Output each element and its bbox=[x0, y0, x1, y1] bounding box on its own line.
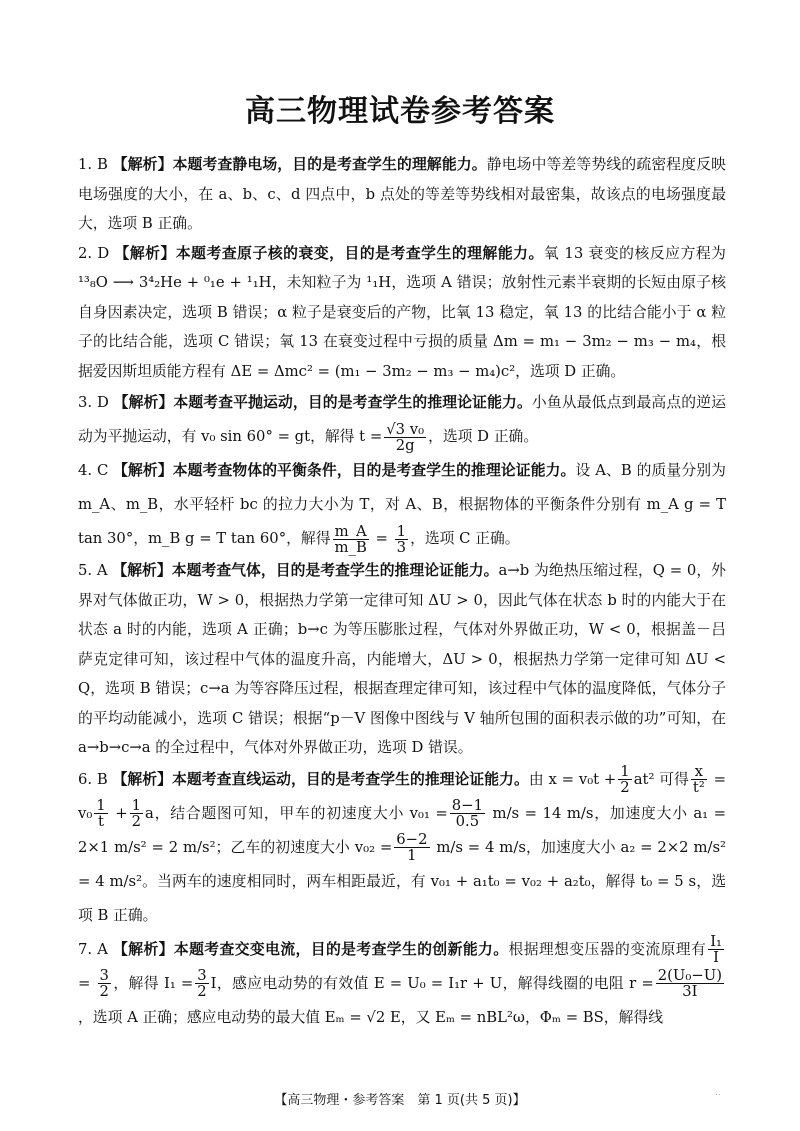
fraction-denominator: 0.5 bbox=[455, 813, 480, 830]
item-number: 1. B bbox=[78, 156, 108, 173]
fraction bbox=[130, 798, 143, 829]
fraction-denominator: 2 bbox=[197, 983, 207, 1000]
answer-item-2 bbox=[78, 239, 726, 387]
fraction-numerator: m_A bbox=[333, 524, 369, 540]
page-footer: 【高三物理・参考答案 第 1 页(共 5 页)】 bbox=[274, 1093, 526, 1108]
equals-sign: = bbox=[370, 530, 393, 547]
fraction-denominator: 3I bbox=[682, 983, 698, 1000]
item-body: ，选项 C 正确。 bbox=[410, 530, 520, 547]
item-number: 5. A bbox=[78, 562, 108, 579]
analysis-tag: 【解析】 bbox=[113, 394, 174, 411]
fraction-denominator: t bbox=[98, 813, 104, 830]
fraction-denominator: 2g bbox=[395, 436, 415, 454]
item-body: + bbox=[109, 804, 128, 822]
fraction bbox=[656, 968, 724, 999]
item-number: 4. C bbox=[78, 462, 109, 479]
answer-item-3 bbox=[78, 386, 726, 454]
item-body: 小鱼从最低点到最高点的逆运动为平抛运动，有 v₀ sin 60° = gt，解得 t = bbox=[78, 394, 726, 445]
fraction bbox=[395, 524, 408, 555]
fraction bbox=[384, 422, 426, 453]
item-body: m/s = 4 m/s，加速度大小 a₂ = 2×2 m/s² = 4 m/s²。当两车的速度相同时，两车相距最近，有 v₀₁ + a₁t₀ = v₀₂ + a₂t₀，解得 t₀ = 5 s，选项 B 正确。 bbox=[78, 838, 726, 924]
fraction bbox=[333, 524, 369, 555]
answer-item-1 bbox=[78, 150, 726, 239]
item-body: m/s = 14 m/s，加速度大小 a₁ = 2×1 m/s² = 2 m/s²；乙车的初速度大小 v₀₂ = bbox=[78, 804, 726, 856]
analysis-tag: 【解析】 bbox=[113, 462, 173, 479]
item-number: 6. B bbox=[78, 770, 108, 788]
fraction-denominator: 3 bbox=[396, 538, 407, 556]
analysis-tag: 【解析】 bbox=[112, 770, 173, 788]
analysis-tag: 【解析】 bbox=[113, 940, 174, 958]
item-lead: 本题考查交变电流，目的是考查学生的创新能力。 bbox=[173, 940, 509, 958]
fraction-numerator: 1 bbox=[396, 522, 407, 540]
answer-item-6 bbox=[78, 763, 726, 933]
page-title: 高三物理试卷参考答案 bbox=[245, 94, 555, 129]
fraction bbox=[94, 798, 107, 829]
item-body: 设 A、B 的质量分别为 m_A、m_B，水平轻杆 bc 的拉力大小为 T，对 A、B，根据物体的平衡条件分别有 m_A g = T tan 30°，m_B g = T tan 60°，解得 bbox=[78, 462, 726, 547]
fraction-numerator: √3 v₀ bbox=[386, 420, 425, 438]
item-body: I，感应电动势的有效值 E = U₀ = I₁r + U，解得线圈的电阻 r = bbox=[210, 974, 654, 992]
analysis-tag: 【解析】 bbox=[112, 156, 173, 173]
item-lead: 本题考查平抛运动，目的是考查学生的推理论证能力。 bbox=[173, 394, 532, 411]
answer-content bbox=[78, 150, 726, 1035]
item-body: 氧 13 衰变的核反应方程为 ¹³₈O ⟶ 3⁴₂He + ⁰₁e + ¹₁H，未知粒子为 ¹₁H，选项 A 错误；放射性元素半衰期的长短由原子核自身因素决定，选项 B 错误；α 粒子是衰变后的产物，比氧 13 稳定，氧 13 的比结合能小于 α 粒子的比结合能，选项 C 错误；氧 13 在衰变过程中亏损的质量 Δm = m₁ − 3m₂ − m₃ − m₄，根据爱因斯坦质能方程有 ΔE = Δmc² = (m₁ − 3m₂ − m₃ − m₄)c²，选项 D 正确。 bbox=[78, 244, 726, 380]
answer-item-5 bbox=[78, 556, 726, 763]
fraction-denominator: m_B bbox=[334, 538, 367, 556]
fraction-denominator: 2 bbox=[620, 779, 630, 796]
fraction bbox=[98, 968, 111, 999]
fraction-numerator: 1 bbox=[131, 797, 142, 814]
fraction-denominator: 1 bbox=[407, 847, 417, 864]
item-body: ，选项 A 正确；感应电动势的最大值 Eₘ = √2 E，又 Eₘ = nBL²ω，Φₘ = BS，解得线 bbox=[78, 1008, 663, 1026]
item-body: a，结合题图可知，甲车的初速度大小 v₀₁ = bbox=[145, 804, 448, 822]
analysis-tag: 【解析】 bbox=[114, 244, 176, 262]
fraction-numerator: 2(U₀−U) bbox=[657, 967, 722, 984]
fraction bbox=[691, 764, 707, 795]
fraction bbox=[618, 764, 631, 795]
fraction-numerator: 1 bbox=[620, 763, 630, 780]
item-number: 2. D bbox=[78, 244, 110, 262]
item-body: a→b 为绝热压缩过程，Q = 0，外界对气体做正功，W > 0，根据热力学第一定律可知 ΔU > 0，因此气体在状态 b 时的内能大于在状态 a 时的内能，选项 A 正确；b→c 为等压膨胀过程，气体对外界做正功，W < 0，根据盖－吕萨克定律可知，该过程中气体的温度升高，内能增大，ΔU > 0，根据热力学第一定律可知 ΔU < Q，选项 B 错误；c→a 为等容降压过程，根据查理定律可知，该过程中气体的温度降低，气体分子的平均动能减小，选项 C 错误；根据“p－V 图像中图线与 V 轴所包围的面积表示做的功”可知，在 a→b→c→a 的全过程中，气体对外界做正功，选项 D 错误。 bbox=[78, 562, 726, 756]
fraction bbox=[394, 832, 429, 863]
item-lead: 本题考查原子核的衰变，目的是考查学生的理解能力。 bbox=[175, 244, 544, 262]
item-body: ，选项 D 正确。 bbox=[428, 428, 539, 445]
answer-item-4 bbox=[78, 454, 726, 556]
corner-mark: .. bbox=[715, 1088, 721, 1098]
fraction-denominator: 2 bbox=[131, 813, 142, 830]
fraction-denominator: t² bbox=[692, 779, 705, 796]
analysis-tag: 【解析】 bbox=[112, 562, 172, 579]
fraction-numerator: x bbox=[691, 764, 707, 780]
fraction-numerator: I₁ bbox=[710, 933, 722, 950]
fraction-numerator: 3 bbox=[197, 967, 207, 984]
answer-item-7 bbox=[78, 933, 726, 1035]
item-number: 3. D bbox=[78, 394, 109, 411]
fraction bbox=[195, 968, 208, 999]
item-body: = bbox=[78, 974, 96, 992]
item-lead: 本题考查静电场，目的是考查学生的理解能力。 bbox=[172, 156, 487, 173]
fraction-numerator: 3 bbox=[99, 967, 109, 984]
item-lead: 本题考查气体，目的是考查学生的推理论证能力。 bbox=[171, 562, 499, 579]
item-body: 根据理想变压器的变流原理有 bbox=[508, 940, 707, 958]
item-body: 静电场中等差等势线的疏密程度反映电场强度的大小，在 a、b、c、d 四点中，b 点处的等差等势线相对最密集，故该点的电场强度最大，选项 B 正确。 bbox=[78, 156, 726, 232]
fraction bbox=[450, 798, 485, 829]
fraction-numerator: 1 bbox=[96, 797, 106, 814]
item-lead: 本题考查直线运动，目的是考查学生的推理论证能力。 bbox=[172, 770, 529, 788]
item-body: ，解得 I₁ = bbox=[112, 974, 194, 992]
fraction-numerator: 8−1 bbox=[451, 797, 484, 814]
fraction-denominator: I bbox=[713, 949, 720, 966]
item-number: 7. A bbox=[78, 940, 108, 958]
fraction-denominator: 2 bbox=[99, 983, 109, 1000]
item-body: = v₀ bbox=[78, 770, 726, 822]
item-body: at² 可得 bbox=[633, 770, 689, 788]
item-body: 由 x = v₀t + bbox=[528, 770, 617, 788]
item-lead: 本题考查物体的平衡条件，目的是考查学生的推理论证能力。 bbox=[172, 462, 576, 479]
fraction bbox=[708, 934, 724, 965]
fraction-numerator: 6−2 bbox=[396, 831, 428, 848]
